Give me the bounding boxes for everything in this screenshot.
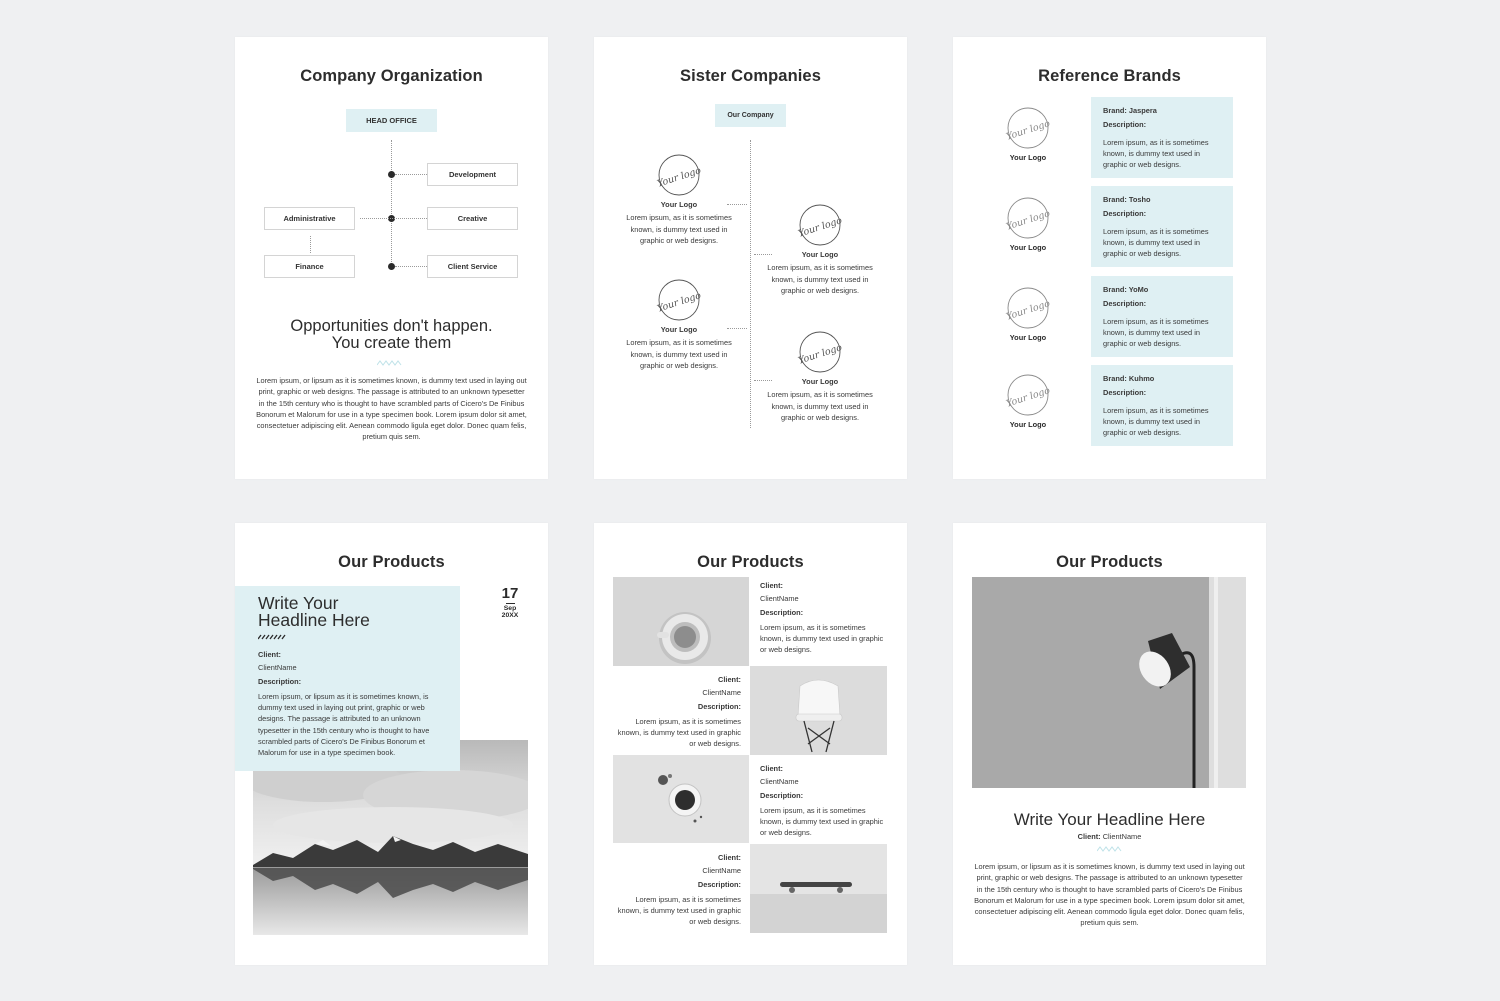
- org-node-finance: Finance: [264, 255, 355, 278]
- headline-line-1: Opportunities don't happen.: [290, 317, 493, 335]
- brand-card: [1091, 276, 1233, 357]
- page-our-products-1: [235, 523, 548, 965]
- logo-icon: [1003, 195, 1053, 241]
- page-our-products-3: [953, 523, 1266, 965]
- desc-label: Description:: [760, 790, 804, 800]
- brand-card: [1091, 97, 1233, 178]
- brand-card: [1091, 365, 1233, 446]
- org-connector: [310, 236, 311, 253]
- company-text: Lorem ipsum, as it is sometimes known, is dummy text used in graphic or web designs.: [767, 263, 873, 295]
- zigzag-divider: [377, 360, 403, 366]
- org-trunk-line: [391, 140, 392, 268]
- company-label: Your Logo: [660, 200, 698, 209]
- logo-icon: [795, 329, 845, 375]
- logo-script: Your logo: [655, 165, 703, 190]
- product-text: Lorem ipsum, as it is sometimes known, is dummy text used in graphic or web designs.: [760, 622, 884, 655]
- page-title: Sister Companies: [680, 67, 821, 85]
- brand-logo: [998, 105, 1058, 162]
- logo-script: Your logo: [796, 215, 844, 240]
- product-item: [760, 763, 885, 839]
- logo-icon: [1003, 105, 1053, 151]
- date-divider: [506, 603, 515, 604]
- logo-script: Your logo: [1004, 208, 1052, 233]
- org-connector: [395, 266, 427, 267]
- date-block: [493, 585, 527, 619]
- logo-script: Your logo: [655, 290, 703, 315]
- headline-line-2: You create them: [331, 334, 452, 352]
- headline: Write Your Headline Here: [1013, 810, 1206, 829]
- coffee-cup-photo: [613, 577, 749, 666]
- client-label: Client:: [258, 650, 281, 659]
- product-panel: [235, 586, 460, 771]
- client-label: Client:: [718, 853, 741, 862]
- client-name: ClientName: [702, 866, 741, 876]
- company-label: Your Logo: [801, 250, 839, 259]
- slash-pattern-icon: [258, 634, 286, 640]
- sister-trunk-line: [750, 140, 751, 428]
- org-node-dot: [388, 171, 395, 178]
- brand-name: Brand: Kuhmo: [1103, 374, 1155, 383]
- company-text: Lorem ipsum, as it is sometimes known, is dummy text used in graphic or web designs.: [767, 390, 873, 422]
- page-title: Our Products: [697, 553, 804, 571]
- client-name: ClientName: [1102, 832, 1142, 841]
- lamp-photo: [972, 577, 1246, 788]
- page-company-organization: [235, 37, 548, 479]
- logo-label: Your Logo: [1009, 243, 1047, 252]
- logo-script: Your logo: [796, 342, 844, 367]
- page-our-products-2: [594, 523, 907, 965]
- brand-card: [1091, 186, 1233, 267]
- brand-text: Lorem ipsum, as it is sometimes known, is dummy text used in graphic or web designs.: [1103, 405, 1209, 438]
- product-text: Lorem ipsum, as it is sometimes known, is dummy text used in graphic or web designs.: [617, 716, 741, 749]
- product-text: Lorem ipsum, as it is sometimes known, is dummy text used in graphic or web designs.: [617, 894, 741, 927]
- logo-label: Your Logo: [1009, 420, 1047, 429]
- product-headline-line-2: Headline Here: [258, 610, 370, 630]
- desc-label: Description:: [697, 879, 741, 889]
- sister-company-card: [622, 152, 736, 246]
- desc-label: Description:: [697, 701, 741, 711]
- logo-label: Your Logo: [1009, 153, 1047, 162]
- product-headline-line-1: Write Your: [258, 593, 339, 613]
- brand-desc-label: Description:: [1103, 388, 1147, 398]
- logo-script: Your logo: [1004, 118, 1052, 143]
- company-label: Your Logo: [660, 325, 698, 334]
- brand-desc-label: Description:: [1103, 120, 1147, 130]
- org-connector: [360, 218, 427, 219]
- chair-photo: [750, 666, 887, 755]
- org-connector: [395, 174, 427, 175]
- logo-icon: [1003, 285, 1053, 331]
- head-office-box: HEAD OFFICE: [346, 109, 437, 132]
- client-label: Client:: [760, 581, 783, 590]
- company-label: Your Logo: [801, 377, 839, 386]
- product-headline: [258, 595, 370, 629]
- company-text: Lorem ipsum, as it is sometimes known, is dummy text used in graphic or web designs.: [626, 213, 732, 245]
- product-item: [616, 852, 741, 928]
- brand-text: Lorem ipsum, as it is sometimes known, is dummy text used in graphic or web designs.: [1103, 226, 1209, 259]
- page-title: Our Products: [338, 553, 445, 571]
- product-meta: [258, 649, 443, 759]
- date-month: Sep: [503, 605, 517, 612]
- sister-company-card: [763, 329, 877, 423]
- our-company-box: Our Company: [715, 104, 786, 127]
- brand-name: Brand: YoMo: [1103, 285, 1149, 294]
- org-node-creative: Creative: [427, 207, 518, 230]
- client-label: Client:: [718, 675, 741, 684]
- org-node-development: Development: [427, 163, 518, 186]
- page-reference-brands: [953, 37, 1266, 479]
- logo-script: Your logo: [1004, 385, 1052, 410]
- brand-text: Lorem ipsum, as it is sometimes known, is dummy text used in graphic or web designs.: [1103, 137, 1209, 170]
- desc-label: Description:: [760, 607, 804, 617]
- product-item: [760, 580, 885, 656]
- brand-name: Brand: Jaspera: [1103, 106, 1157, 115]
- desc-label: Description:: [258, 676, 302, 686]
- headline: [245, 318, 538, 352]
- zigzag-divider: [1097, 846, 1123, 852]
- client-name: ClientName: [702, 688, 741, 698]
- client-name: ClientName: [258, 663, 297, 673]
- brand-text: Lorem ipsum, as it is sometimes known, is dummy text used in graphic or web designs.: [1103, 316, 1209, 349]
- logo-icon: [654, 152, 704, 198]
- brand-desc-label: Description:: [1103, 299, 1147, 309]
- brand-desc-label: Description:: [1103, 209, 1147, 219]
- sister-company-card: [763, 202, 877, 296]
- logo-script: Your logo: [1004, 298, 1052, 323]
- brand-name: Brand: Tosho: [1103, 195, 1151, 204]
- brand-logo: [998, 285, 1058, 342]
- brand-logo: [998, 372, 1058, 429]
- page-sister-companies: [594, 37, 907, 479]
- page-title: Company Organization: [300, 67, 483, 85]
- client-name: ClientName: [760, 594, 799, 604]
- product-text: Lorem ipsum, as it is sometimes known, is dummy text used in graphic or web designs.: [760, 805, 884, 838]
- logo-icon: [795, 202, 845, 248]
- sister-company-card: [622, 277, 736, 371]
- page-title: Our Products: [1056, 553, 1163, 571]
- logo-icon: [1003, 372, 1053, 418]
- client-label: Client:: [760, 764, 783, 773]
- product-body: Lorem ipsum, or lipsum as it is sometimes known, is dummy text used in laying out print, graphic or web designs. The passage is attributed to an unknown typesetter in the 15th century who is thought to have scrambled parts of Cicero's De Finibus Bonorum et Malorum for use in a type specimen book.: [258, 691, 430, 758]
- client-name: ClientName: [760, 777, 799, 787]
- date-year: 20XX: [501, 612, 519, 619]
- client-line: [953, 831, 1266, 842]
- brand-logo: [998, 195, 1058, 252]
- page-title: Reference Brands: [1038, 67, 1181, 85]
- coffee-top-photo: [613, 755, 749, 843]
- skateboard-photo: [750, 844, 887, 933]
- logo-label: Your Logo: [1009, 333, 1047, 342]
- product-item: [616, 674, 741, 750]
- org-node-client-service: Client Service: [427, 255, 518, 278]
- client-label: Client:: [1077, 832, 1101, 841]
- date-day: 17: [501, 585, 519, 602]
- company-text: Lorem ipsum, as it is sometimes known, is dummy text used in graphic or web designs.: [626, 338, 732, 370]
- logo-icon: [654, 277, 704, 323]
- org-node-dot: [388, 263, 395, 270]
- body-text: Lorem ipsum, or lipsum as it is sometimes known, is dummy text used in laying out print, graphic or web designs. The passage is attributed to an unknown typesetter in the 15th century who is thought to have scrambled parts of Cicero's De Finibus Bonorum et Malorum for use in a type specimen book. Lorem ipsum dolor sit amet, consectetuer adipiscing elit. Aenean commodo ligula eget dolor. Donec quam felis, pretium quis sem.: [974, 862, 1245, 928]
- body-text: Lorem ipsum, or lipsum as it is sometimes known, is dummy text used in laying out print, graphic or web designs. The passage is attributed to an unknown typesetter in the 15th century who is thought to have scrambled parts of Cicero's De Finibus Bonorum et Malorum for use in a type specimen book. Lorem ipsum dolor sit amet, consectetuer adipiscing elit. Aenean commodo ligula eget dolor. Donec quam felis, pretium quis sem.: [256, 376, 527, 442]
- org-node-administrative: Administrative: [264, 207, 355, 230]
